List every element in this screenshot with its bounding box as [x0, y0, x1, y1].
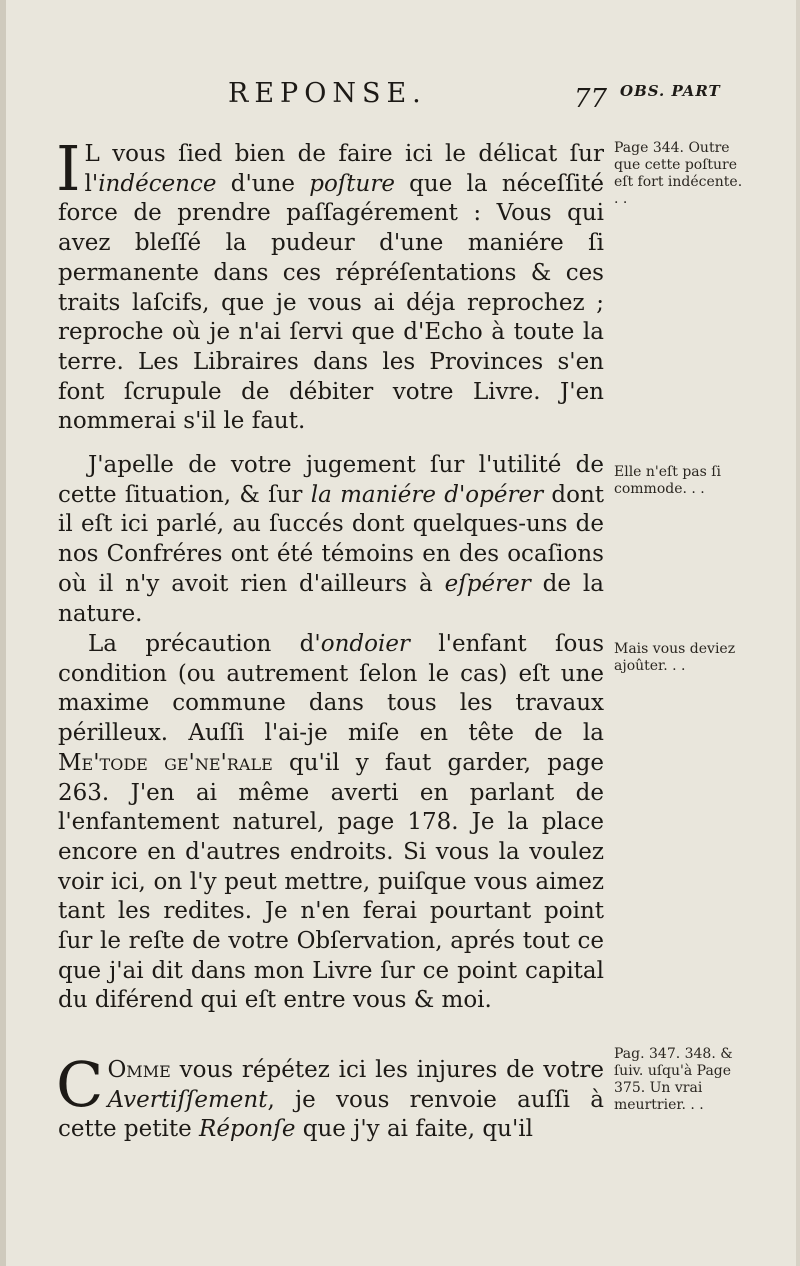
paragraph-4 — [56, 1048, 604, 1145]
paragraph-2 — [58, 451, 604, 629]
margin-note-3: Mais vous deviez ajoûter. . . — [614, 641, 736, 674]
page-number: 77 — [574, 84, 608, 114]
paragraph-1-italic-2: poſture — [309, 170, 395, 197]
paragraph-2-italic-1: la maniére d'opérer — [310, 481, 544, 508]
paragraph-4-text-2: , je vous renvoie auſſi à cette petite — [58, 1086, 604, 1143]
margin-note-1: Page 344. Outre que cette poſture eſt fort indécente. . . — [614, 140, 743, 207]
paragraph-3-text-1: La précaution d' — [88, 631, 321, 657]
paragraph-4-small-caps: Omme — [107, 1057, 171, 1083]
page-edge-left — [0, 0, 6, 1266]
paragraph-1-text-3: que la néceſſité force de prendre paſſagérement : Vous qui avez bleſſé la pudeur d'une maniére ſi permanente dans ces répréſentations & ces traits laſcifs, que je vous ai déja reprochez ; reproche où je n'ai ſervi que d'Echo à toute la terre. Les Libraires dans les Provinces s'en font ſcrupule de débiter votre Livre. J'en nommerai s'il le faut. — [58, 170, 604, 435]
paragraph-4-text-1: vous répétez ici les injures de votre — [170, 1057, 604, 1083]
running-title: REPONSE. — [228, 78, 427, 109]
paragraph-3-italic-1: ondoier — [320, 631, 410, 657]
paragraph-4-italic-2: Réponſe — [199, 1116, 296, 1143]
drop-cap: I — [56, 132, 81, 205]
paragraph-1 — [56, 132, 604, 437]
paragraph-1-text-2: d'une — [216, 170, 310, 197]
paragraph-1-text-1: L vous ſied bien de faire ici le délicat ſur l' — [84, 141, 604, 197]
paragraph-4-italic-1: Avertiſſement — [107, 1086, 268, 1113]
paragraph-1-italic-1: indécence — [98, 170, 217, 197]
margin-header: OBS. PART — [620, 82, 721, 100]
paragraph-3 — [58, 630, 604, 1016]
paragraph-2-italic-2: eſpérer — [444, 570, 531, 597]
paragraph-2-text-1: J'apelle de votre jugement ſur l'utilité de cette ſituation, & ſur — [58, 452, 604, 508]
margin-note-4: Pag. 347. 348. & ſuiv. uſqu'à Page 375. Un vrai meurtrier. . . — [614, 1046, 733, 1113]
paragraph-4-text-3: que j'y ai faite, qu'il — [295, 1116, 533, 1143]
margin-note-2: Elle n'eſt pas ſi commode. . . — [614, 464, 721, 497]
paragraph-3-text-2: l'enfant ſous condition (ou autrement ſelon le cas) eſt une maxime commune dans tous les travaux périlleux. Auſſi l'ai-je miſe en tête de la — [58, 631, 604, 747]
paragraph-2-text-2: dont il eſt ici parlé, au ſuccés dont quelques-uns de nos Confréres ont été témoins en des ocaſions où il n'y avoit rien d'ailleurs à — [58, 481, 604, 597]
paragraph-3-small-caps: Me'tode ge'ne'rale — [58, 749, 273, 776]
paragraph-3-text-3: qu'il y faut garder, page 263. J'en ai même averti en parlant de l'enfantement naturel, page 178. Je la place encore en d'autres endroits. Si vous la voulez voir ici, on l'y peut mettre, puiſque vous aimez tant les redites. Je n'en ferai pourtant point ſur le reſte de votre Obſervation, aprés tout ce que j'ai dit dans mon Livre ſur ce point capital du diférend qui eſt entre vous & moi. — [58, 749, 604, 1014]
drop-cap: C — [56, 1048, 104, 1121]
page-header — [0, 78, 800, 118]
page-edge-right — [796, 0, 800, 1266]
paragraph-2-text-3: de la nature. — [58, 570, 604, 627]
